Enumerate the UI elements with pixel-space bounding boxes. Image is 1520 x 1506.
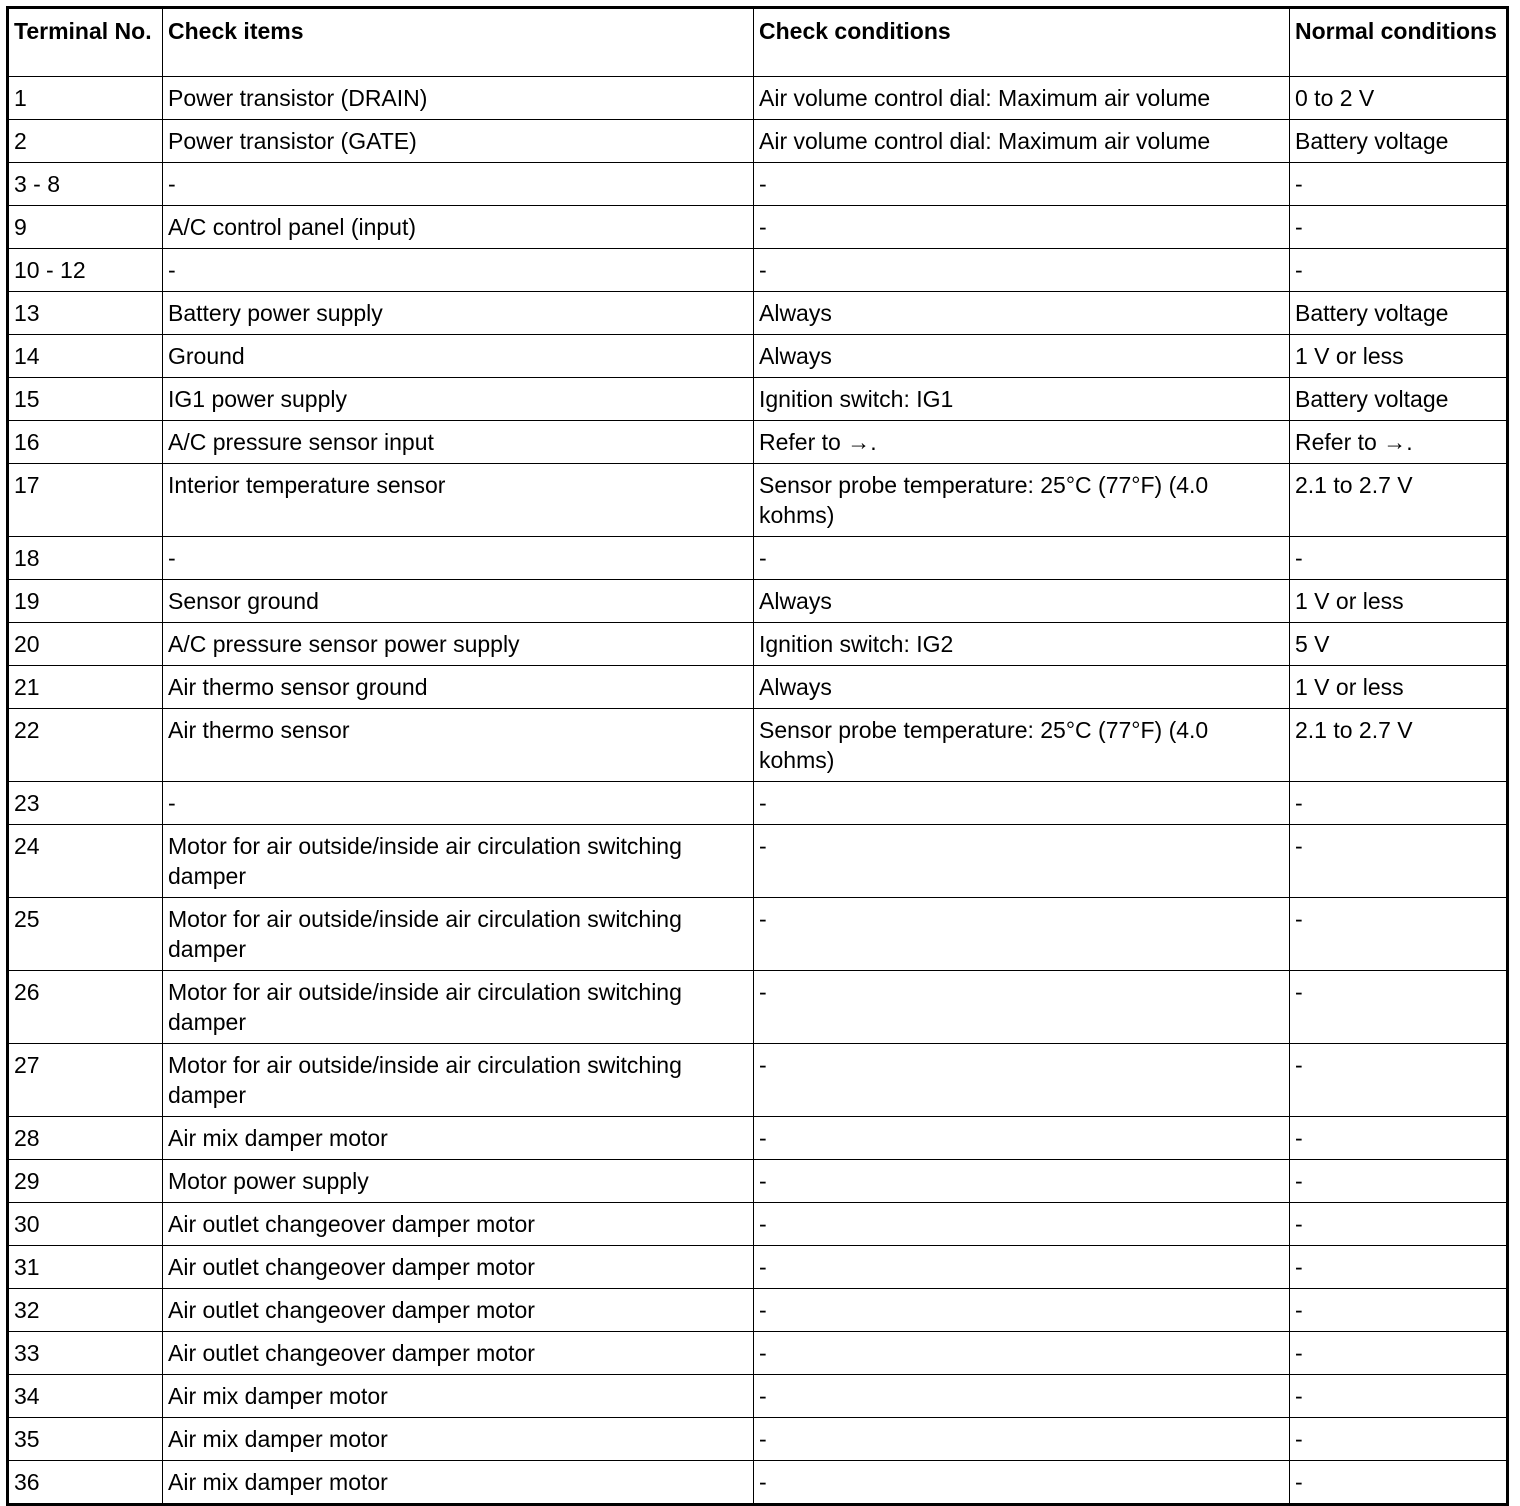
table-row — [8, 77, 1508, 120]
terminal-no-cell: 22 — [8, 709, 163, 782]
check-item-cell: Air outlet changeover damper motor — [163, 1289, 754, 1332]
check-condition-cell: Always — [754, 292, 1290, 335]
normal-condition-cell: 1 V or less — [1290, 335, 1508, 378]
check-item-cell: Ground — [163, 335, 754, 378]
normal-condition-cell: - — [1290, 1117, 1508, 1160]
check-condition-cell: - — [754, 1289, 1290, 1332]
check-item-cell: Battery power supply — [163, 292, 754, 335]
terminal-no-cell: 10 - 12 — [8, 249, 163, 292]
check-item-cell: - — [163, 163, 754, 206]
table-header-row — [8, 8, 1508, 77]
check-condition-cell: Sensor probe temperature: 25°C (77°F) (4.0 kohms) — [754, 709, 1290, 782]
terminal-no-cell: 20 — [8, 623, 163, 666]
check-item-cell: Air outlet changeover damper motor — [163, 1332, 754, 1375]
normal-condition-cell: 1 V or less — [1290, 666, 1508, 709]
table-row — [8, 378, 1508, 421]
check-item-cell: Power transistor (GATE) — [163, 120, 754, 163]
check-condition-cell: Ignition switch: IG1 — [754, 378, 1290, 421]
check-item-cell: Air outlet changeover damper motor — [163, 1203, 754, 1246]
check-condition-cell: - — [754, 1246, 1290, 1289]
check-condition-cell: Air volume control dial: Maximum air volume — [754, 77, 1290, 120]
terminal-no-cell: 23 — [8, 782, 163, 825]
check-condition-cell: - — [754, 1117, 1290, 1160]
normal-condition-cell: 0 to 2 V — [1290, 77, 1508, 120]
table-row — [8, 1203, 1508, 1246]
check-condition-cell: Air volume control dial: Maximum air volume — [754, 120, 1290, 163]
terminal-no-cell: 35 — [8, 1418, 163, 1461]
check-item-cell: Air mix damper motor — [163, 1461, 754, 1505]
table-row — [8, 623, 1508, 666]
terminal-no-cell: 31 — [8, 1246, 163, 1289]
check-item-cell: Motor for air outside/inside air circulation switching damper — [163, 1044, 754, 1117]
terminal-table-sheet — [6, 6, 1508, 1495]
table-row — [8, 335, 1508, 378]
terminal-no-cell: 26 — [8, 971, 163, 1044]
terminal-no-cell: 36 — [8, 1461, 163, 1505]
normal-condition-cell: - — [1290, 1332, 1508, 1375]
check-item-cell: Motor power supply — [163, 1160, 754, 1203]
check-condition-cell: - — [754, 1375, 1290, 1418]
terminal-no-cell: 32 — [8, 1289, 163, 1332]
check-condition-cell: - — [754, 1044, 1290, 1117]
normal-condition-cell: - — [1290, 971, 1508, 1044]
table-row — [8, 709, 1508, 782]
table-row — [8, 1289, 1508, 1332]
terminal-no-cell: 24 — [8, 825, 163, 898]
header-check-items: Check items — [163, 8, 754, 77]
normal-condition-cell: - — [1290, 249, 1508, 292]
header-normal-conditions: Normal conditions — [1290, 8, 1508, 77]
table-row — [8, 1375, 1508, 1418]
check-condition-cell: - — [754, 206, 1290, 249]
header-terminal-no: Terminal No. — [8, 8, 163, 77]
normal-condition-cell: 5 V — [1290, 623, 1508, 666]
terminal-check-table — [6, 6, 1509, 1506]
normal-condition-cell: - — [1290, 825, 1508, 898]
terminal-no-cell: 30 — [8, 1203, 163, 1246]
terminal-no-cell: 13 — [8, 292, 163, 335]
check-condition-cell: Always — [754, 666, 1290, 709]
check-condition-cell: Ignition switch: IG2 — [754, 623, 1290, 666]
check-condition-cell: - — [754, 1332, 1290, 1375]
terminal-no-cell: 18 — [8, 537, 163, 580]
terminal-no-cell: 29 — [8, 1160, 163, 1203]
normal-condition-cell: - — [1290, 1289, 1508, 1332]
normal-condition-cell: - — [1290, 1375, 1508, 1418]
table-row — [8, 292, 1508, 335]
terminal-no-cell: 27 — [8, 1044, 163, 1117]
check-condition-cell: - — [754, 782, 1290, 825]
check-condition-cell: - — [754, 249, 1290, 292]
check-item-cell: Air mix damper motor — [163, 1117, 754, 1160]
table-row — [8, 1418, 1508, 1461]
check-condition-cell: - — [754, 971, 1290, 1044]
normal-condition-cell: - — [1290, 1461, 1508, 1505]
table-row — [8, 1246, 1508, 1289]
check-condition-cell: - — [754, 1418, 1290, 1461]
normal-condition-cell: - — [1290, 1203, 1508, 1246]
terminal-no-cell: 14 — [8, 335, 163, 378]
check-condition-cell: - — [754, 537, 1290, 580]
check-condition-cell: - — [754, 1461, 1290, 1505]
normal-condition-cell: - — [1290, 206, 1508, 249]
table-row — [8, 163, 1508, 206]
normal-condition-cell: - — [1290, 1246, 1508, 1289]
check-item-cell: Air mix damper motor — [163, 1375, 754, 1418]
check-item-cell: Motor for air outside/inside air circulation switching damper — [163, 898, 754, 971]
table-row — [8, 666, 1508, 709]
terminal-no-cell: 34 — [8, 1375, 163, 1418]
check-condition-cell: Refer to →. — [754, 421, 1290, 464]
normal-condition-cell: Battery voltage — [1290, 378, 1508, 421]
normal-condition-cell: Battery voltage — [1290, 292, 1508, 335]
normal-condition-cell: 2.1 to 2.7 V — [1290, 464, 1508, 537]
normal-condition-cell: Battery voltage — [1290, 120, 1508, 163]
check-item-cell: Motor for air outside/inside air circulation switching damper — [163, 971, 754, 1044]
check-item-cell: A/C pressure sensor input — [163, 421, 754, 464]
terminal-no-cell: 33 — [8, 1332, 163, 1375]
normal-condition-cell: - — [1290, 1418, 1508, 1461]
check-item-cell: Interior temperature sensor — [163, 464, 754, 537]
normal-condition-cell: - — [1290, 1044, 1508, 1117]
table-row — [8, 206, 1508, 249]
header-check-conditions: Check conditions — [754, 8, 1290, 77]
table-body — [8, 77, 1508, 1505]
check-condition-cell: - — [754, 898, 1290, 971]
terminal-no-cell: 3 - 8 — [8, 163, 163, 206]
terminal-no-cell: 9 — [8, 206, 163, 249]
check-item-cell: Motor for air outside/inside air circulation switching damper — [163, 825, 754, 898]
table-row — [8, 1160, 1508, 1203]
normal-condition-cell: - — [1290, 782, 1508, 825]
check-condition-cell: Sensor probe temperature: 25°C (77°F) (4.0 kohms) — [754, 464, 1290, 537]
table-row — [8, 464, 1508, 537]
check-item-cell: Air mix damper motor — [163, 1418, 754, 1461]
table-row — [8, 825, 1508, 898]
terminal-no-cell: 19 — [8, 580, 163, 623]
check-item-cell: - — [163, 537, 754, 580]
normal-condition-cell: - — [1290, 163, 1508, 206]
check-item-cell: - — [163, 249, 754, 292]
table-row — [8, 971, 1508, 1044]
check-item-cell: IG1 power supply — [163, 378, 754, 421]
check-condition-cell: - — [754, 825, 1290, 898]
table-row — [8, 249, 1508, 292]
normal-condition-cell: - — [1290, 898, 1508, 971]
normal-condition-cell: 2.1 to 2.7 V — [1290, 709, 1508, 782]
table-row — [8, 421, 1508, 464]
check-condition-cell: Always — [754, 580, 1290, 623]
check-condition-cell: - — [754, 1160, 1290, 1203]
terminal-no-cell: 21 — [8, 666, 163, 709]
normal-condition-cell: - — [1290, 1160, 1508, 1203]
table-row — [8, 537, 1508, 580]
table-row — [8, 580, 1508, 623]
table-row — [8, 1117, 1508, 1160]
terminal-no-cell: 16 — [8, 421, 163, 464]
table-row — [8, 1332, 1508, 1375]
terminal-no-cell: 17 — [8, 464, 163, 537]
table-row — [8, 782, 1508, 825]
terminal-no-cell: 2 — [8, 120, 163, 163]
check-condition-cell: - — [754, 1203, 1290, 1246]
check-item-cell: Sensor ground — [163, 580, 754, 623]
normal-condition-cell: Refer to →. — [1290, 421, 1508, 464]
normal-condition-cell: - — [1290, 537, 1508, 580]
check-item-cell: Air thermo sensor ground — [163, 666, 754, 709]
check-item-cell: A/C pressure sensor power supply — [163, 623, 754, 666]
table-row — [8, 898, 1508, 971]
check-condition-cell: - — [754, 163, 1290, 206]
check-item-cell: Air thermo sensor — [163, 709, 754, 782]
terminal-no-cell: 1 — [8, 77, 163, 120]
normal-condition-cell: 1 V or less — [1290, 580, 1508, 623]
check-item-cell: Power transistor (DRAIN) — [163, 77, 754, 120]
table-row — [8, 120, 1508, 163]
terminal-no-cell: 25 — [8, 898, 163, 971]
check-condition-cell: Always — [754, 335, 1290, 378]
check-item-cell: A/C control panel (input) — [163, 206, 754, 249]
table-row — [8, 1461, 1508, 1505]
check-item-cell: Air outlet changeover damper motor — [163, 1246, 754, 1289]
terminal-no-cell: 28 — [8, 1117, 163, 1160]
check-item-cell: - — [163, 782, 754, 825]
table-row — [8, 1044, 1508, 1117]
terminal-no-cell: 15 — [8, 378, 163, 421]
